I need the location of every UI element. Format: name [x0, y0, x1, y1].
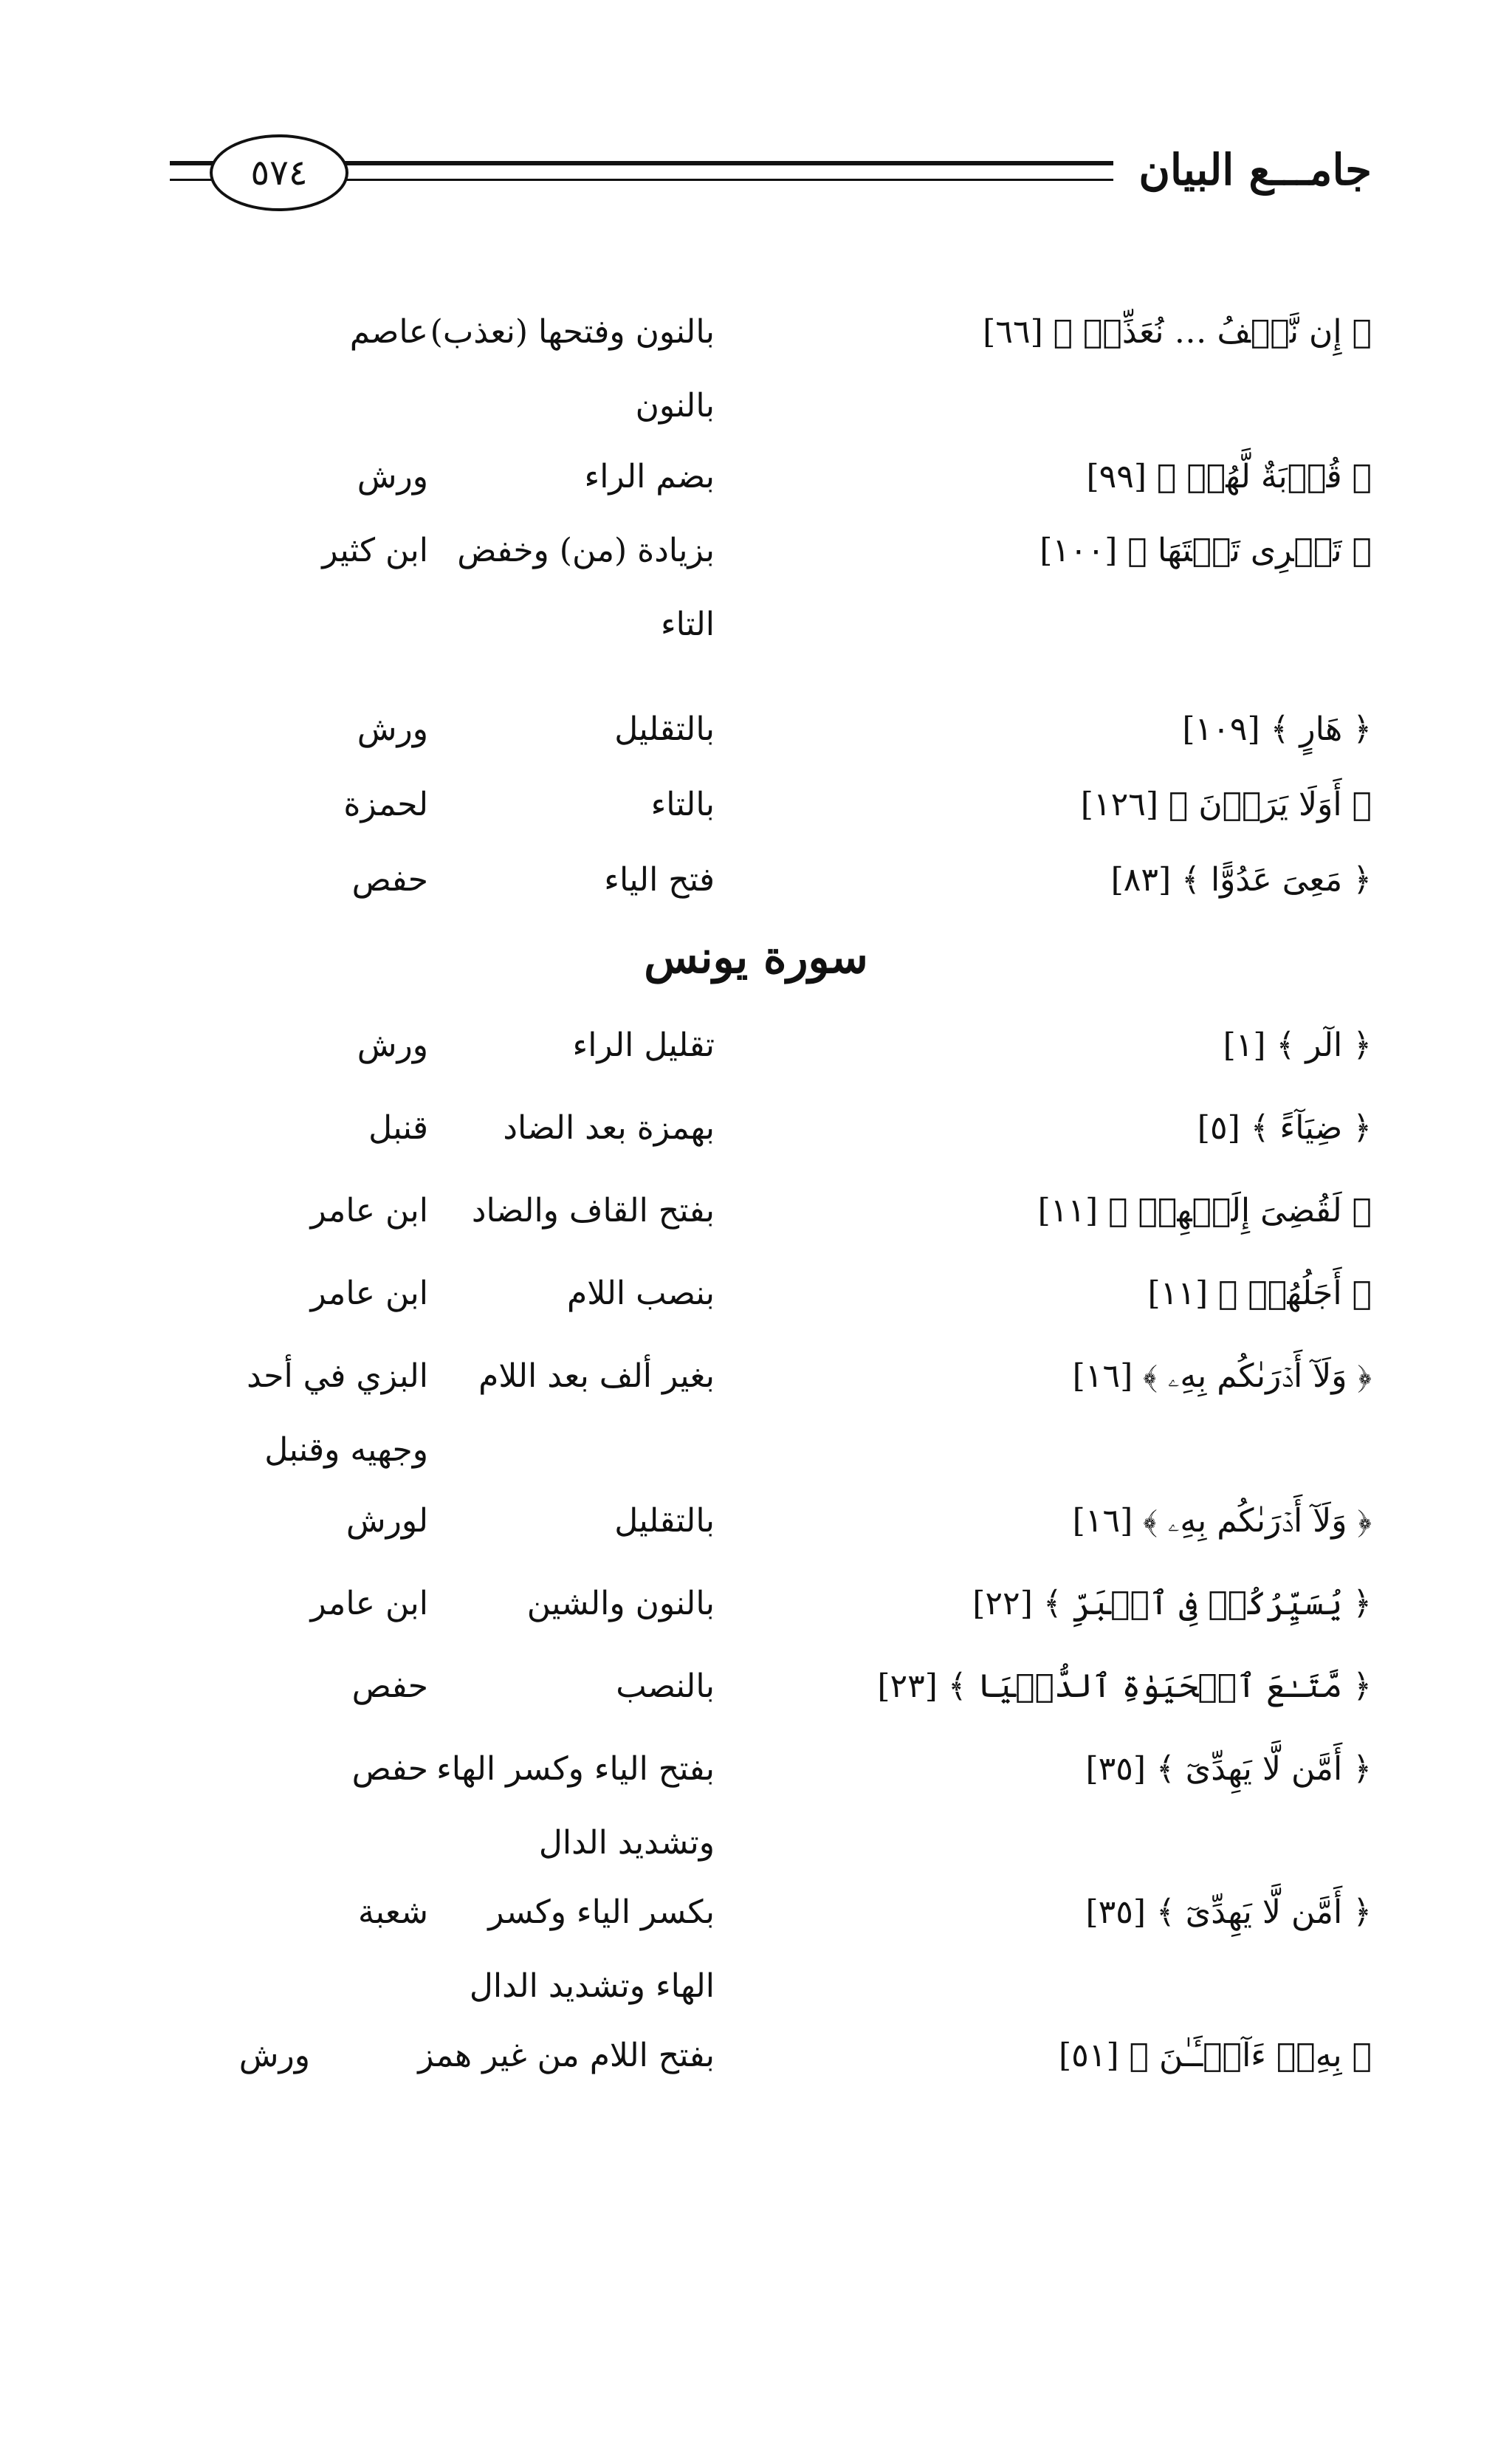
verse-reference: ﴿ أَمَّن لَّا یَهِدِّیٓ ﴾ [٣٥] — [1085, 1750, 1372, 1788]
reading-description: بفتح اللام من غير همز — [418, 2037, 715, 2074]
reading-description: بغير ألف بعد اللام — [478, 1357, 715, 1395]
book-title: جامـــع البيان — [1138, 145, 1372, 195]
reader-name: شعبة — [358, 1893, 428, 1931]
verse-reference: ﴿ بِهِۦٓ ءَآلۡـَٔـٰنَ ﴾ [٥١] — [1059, 2037, 1372, 2074]
verse-reference: ﴿ إِن نَّعۡفُ … نُعَذِّبۡ ﴾ [٦٦] — [983, 313, 1372, 351]
reading-description: بالتقليل — [614, 1502, 715, 1540]
verse-reference: ﴿ هَارٍ ﴾ [١٠٩] — [1182, 710, 1372, 748]
surah-title: سورة يونس — [644, 932, 868, 984]
reading-description: فتح الياء — [604, 861, 715, 899]
reading-row — [0, 514, 1512, 662]
reader-name: حفص — [351, 861, 428, 899]
reading-description: بالنون والشين — [526, 1585, 715, 1622]
reader-name: لورش — [346, 1502, 428, 1540]
reading-description: بفتح الياء وكسر الهاء وتشديد الدال — [436, 1750, 715, 1862]
reading-description: بالتاء — [650, 786, 715, 823]
reading-row — [0, 295, 1512, 443]
reading-row — [0, 1732, 1512, 1880]
reading-description: بضم الراء — [584, 458, 715, 496]
verse-reference: ﴿ أَوَلَا یَرَوۡنَ ﴾ [١٢٦] — [1080, 786, 1372, 823]
header-rule-left — [170, 161, 214, 181]
reader-name: ورش — [357, 1026, 428, 1064]
reader-name: حفص — [351, 1667, 428, 1705]
reading-description: بفتح القاف والضاد — [471, 1192, 715, 1230]
verse-reference: ﴿ الٓر ﴾ [١] — [1223, 1026, 1372, 1064]
page-number: ٥٧٤ — [210, 134, 348, 211]
reader-name: لحمزة — [343, 786, 428, 823]
reader-name: عاصم — [349, 313, 428, 351]
reading-description: بهمزة بعد الضاد — [503, 1109, 715, 1147]
reader-name: ورش — [238, 2037, 310, 2074]
reader-name: ورش — [357, 458, 428, 496]
verse-reference: ﴿ أَجَلُهُمۡ ﴾ [١١] — [1147, 1275, 1372, 1312]
verse-reference: ﴿ ضِيَآءً ﴾ [٥] — [1197, 1109, 1372, 1147]
verse-reference: ﴿ مَعِیَ عَدُوًّا ﴾ [٨٣] — [1110, 861, 1372, 899]
verse-reference: ﴿ مَّتَـٰعَ ٱلۡحَیَوٰةِ ٱلدُّنۡیَا ﴾ [٢٣] — [877, 1667, 1372, 1705]
reading-row — [0, 2019, 1512, 2167]
verse-reference: ﴿ قُرۡبَةٌ لَّهُمۡ ﴾ [٩٩] — [1086, 458, 1372, 496]
reader-name: حفص — [351, 1750, 428, 1788]
verse-reference: ﴿ یُسَیِّرُكُمۡ فِی ٱلۡبَرِّ ﴾ [٢٢] — [972, 1585, 1372, 1622]
reader-name: ابن عامر — [310, 1275, 428, 1312]
reader-name: البزي في أحد وجهيه وقنبل — [247, 1357, 428, 1469]
reading-description: بكسر الياء وكسر الهاء وتشديد الدال — [469, 1893, 715, 2005]
verse-reference: ﴿ أَمَّن لَّا یَهِدِّیٓ ﴾ [٣٥] — [1085, 1893, 1372, 1931]
reading-description: بالنصب — [616, 1667, 715, 1705]
reader-name: ابن عامر — [310, 1192, 428, 1230]
reader-name: قنبل — [368, 1109, 428, 1147]
verse-reference: ﴿ وَلَآ أَدۡرَىٰكُم بِهِۦ ﴾ [١٦] — [1072, 1357, 1372, 1395]
reading-description: تقليل الراء — [572, 1026, 715, 1064]
reading-row — [0, 1340, 1512, 1487]
reader-name: ابن كثير — [322, 532, 428, 569]
reader-name: ابن عامر — [310, 1585, 428, 1622]
verse-reference: ﴿ تَجۡرِی تَحۡتَهَا ﴾ [١٠٠] — [1040, 532, 1372, 569]
reading-description: بالتقليل — [614, 710, 715, 748]
reading-row — [0, 1876, 1512, 2023]
reading-description: بنصب اللام — [567, 1275, 715, 1312]
verse-reference: ﴿ لَقُضِیَ إِلَیۡهِمۡ ﴾ [١١] — [1037, 1192, 1372, 1230]
reading-description: بزيادة (من) وخفض التاء — [457, 532, 715, 643]
verse-reference: ﴿ وَلَآ أَدۡرَىٰكُم بِهِۦ ﴾ [١٦] — [1072, 1502, 1372, 1540]
reader-name: ورش — [357, 710, 428, 748]
reading-description: بالنون وفتحها (نعذب) بالنون — [430, 313, 715, 425]
